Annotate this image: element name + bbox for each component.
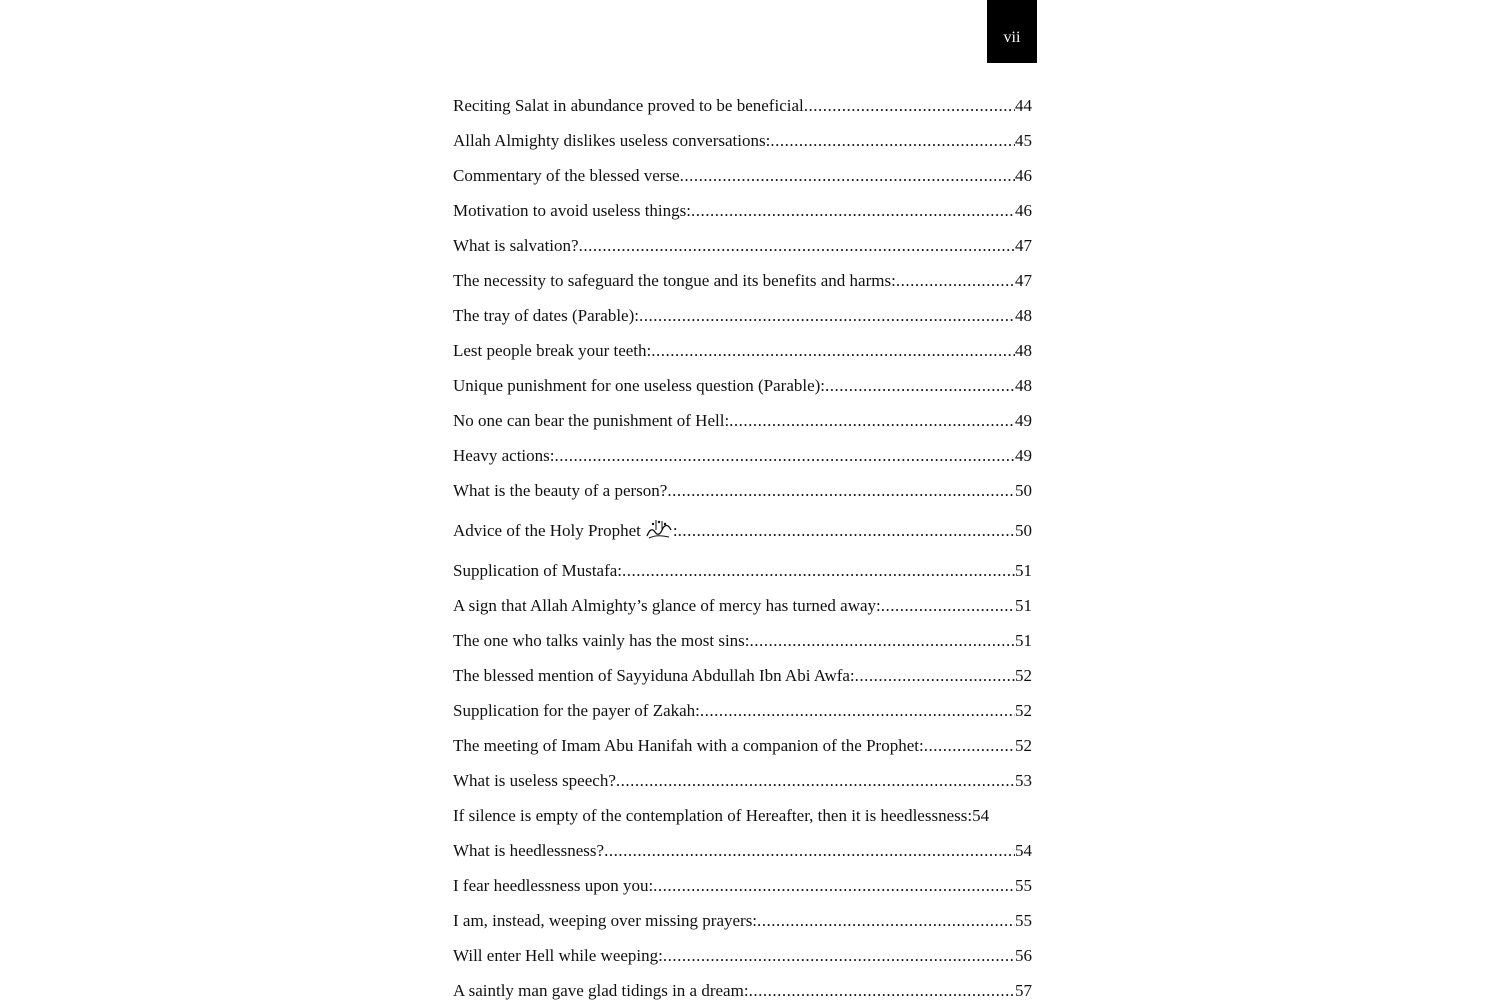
toc-entry (453, 658, 1032, 693)
toc-entry-title (453, 508, 678, 553)
toc-entry-title-suffix: : (672, 521, 678, 540)
toc-entry-title: A sign that Allah Almighty’s glance of mercy has turned away: (453, 596, 881, 615)
toc-entry (453, 763, 1032, 798)
toc-entry-title: The blessed mention of Sayyiduna Abdullah Ibn Abi Awfa: (453, 666, 855, 685)
toc-entry (453, 508, 1032, 553)
toc-entry (453, 193, 1032, 228)
toc-entry-page: 52 (1015, 736, 1032, 755)
toc-dot-leader (924, 728, 1015, 763)
toc-entry-page: 54 (972, 806, 990, 825)
toc-dot-leader (881, 588, 1015, 623)
toc-entry-title: What is heedlessness? (453, 841, 605, 860)
toc-entry (453, 728, 1032, 763)
toc-entry (453, 158, 1032, 193)
toc-entry-title: Unique punishment for one useless question (Parable): (453, 376, 826, 395)
toc-entry-page: 45 (1015, 131, 1032, 150)
toc-entry-title: If silence is empty of the contemplation of Hereafter, then it is heedlessness: (453, 806, 973, 825)
toc-dot-leader (691, 193, 1015, 228)
toc-dot-leader (663, 938, 1015, 973)
toc-entry-page: 52 (1015, 666, 1032, 685)
salawat-calligraphy-icon (645, 518, 673, 540)
table-of-contents (453, 88, 1032, 1000)
toc-dot-leader (749, 973, 1015, 1000)
toc-dot-leader (700, 693, 1015, 728)
toc-entry-title: Supplication for the payer of Zakah: (453, 701, 700, 720)
toc-entry (453, 88, 1032, 123)
toc-entry (453, 938, 1032, 973)
toc-dot-leader (680, 158, 1015, 193)
toc-entry (453, 903, 1032, 938)
toc-entry-title: What is the beauty of a person? (453, 481, 668, 500)
toc-dot-leader (855, 658, 1015, 693)
toc-entry-title: No one can bear the punishment of Hell: (453, 411, 730, 430)
toc-entry-title: What is salvation? (453, 236, 579, 255)
toc-entry (453, 298, 1032, 333)
toc-entry-title: The one who talks vainly has the most sins: (453, 631, 750, 650)
toc-entry (453, 368, 1032, 403)
toc-entry-title: Supplication of Mustafa: (453, 561, 623, 580)
toc-dot-leader (622, 553, 1015, 588)
toc-entry (453, 693, 1032, 728)
toc-entry (453, 228, 1032, 263)
toc-dot-leader (770, 123, 1015, 158)
toc-entry-page: 48 (1015, 376, 1032, 395)
toc-entry-title: Commentary of the blessed verse (453, 166, 680, 185)
toc-dot-leader (750, 623, 1015, 658)
toc-entry-page: 46 (1015, 201, 1032, 220)
toc-entry-title: What is useless speech? (453, 771, 616, 790)
toc-dot-leader (825, 368, 1015, 403)
toc-entry-page: 55 (1015, 911, 1032, 930)
toc-dot-leader (651, 333, 1015, 368)
toc-entry-title-text: Advice of the Holy Prophet (453, 521, 641, 540)
toc-entry-page: 51 (1015, 596, 1032, 615)
toc-entry-page: 56 (1015, 946, 1032, 965)
toc-entry-title: Will enter Hell while weeping: (453, 946, 663, 965)
toc-entry-page: 46 (1015, 166, 1032, 185)
toc-dot-leader (757, 903, 1015, 938)
toc-entry (453, 263, 1032, 298)
toc-entry-page: 51 (1015, 631, 1032, 650)
toc-entry-title: I am, instead, weeping over missing prayers: (453, 911, 758, 930)
toc-entry-page: 48 (1015, 306, 1032, 325)
toc-entry-page: 47 (1015, 236, 1032, 255)
toc-entry-page: 50 (1015, 521, 1032, 540)
toc-entry-page: 52 (1015, 701, 1032, 720)
toc-dot-leader (653, 868, 1015, 903)
toc-entry (453, 333, 1032, 368)
toc-entry-title: Lest people break your teeth: (453, 341, 652, 360)
toc-entry-title: Motivation to avoid useless things: (453, 201, 691, 220)
toc-entry (453, 553, 1032, 588)
toc-dot-leader (579, 228, 1015, 263)
toc-entry (453, 868, 1032, 903)
toc-entry-title: The tray of dates (Parable): (453, 306, 639, 325)
toc-entry (453, 403, 1032, 438)
page-number: vii (1003, 28, 1021, 46)
toc-dot-leader (616, 763, 1015, 798)
toc-entry-page: 47 (1015, 271, 1032, 290)
toc-entry-page: 54 (1015, 841, 1032, 860)
toc-entry-title: Reciting Salat in abundance proved to be beneficial (453, 96, 804, 115)
toc-entry (453, 123, 1032, 158)
toc-entry-title: Allah Almighty dislikes useless conversations: (453, 131, 771, 150)
toc-dot-leader (639, 298, 1015, 333)
page-number-tab (987, 0, 1037, 63)
toc-entry-page: 51 (1015, 561, 1032, 580)
toc-dot-leader (667, 473, 1015, 508)
toc-entry-page: 49 (1015, 411, 1032, 430)
toc-dot-leader (604, 833, 1015, 868)
toc-entry (453, 473, 1032, 508)
toc-entry-page: 48 (1015, 341, 1032, 360)
toc-entry-page: 44 (1015, 96, 1032, 115)
toc-entry-title: The meeting of Imam Abu Hanifah with a companion of the Prophet: (453, 736, 924, 755)
toc-entry-page: 50 (1015, 481, 1032, 500)
toc-entry (453, 438, 1032, 473)
toc-entry-page: 49 (1015, 446, 1032, 465)
toc-entry-title: A saintly man gave glad tidings in a dream: (453, 981, 749, 1000)
toc-dot-leader (555, 438, 1016, 473)
toc-entry-title: I fear heedlessness upon you: (453, 876, 654, 895)
toc-entry (453, 833, 1032, 868)
toc-entry (453, 973, 1032, 1000)
toc-entry (453, 623, 1032, 658)
toc-entry-title: Heavy actions: (453, 446, 555, 465)
toc-entry-title: The necessity to safeguard the tongue and its benefits and harms: (453, 271, 896, 290)
toc-entry-page: 53 (1015, 771, 1032, 790)
toc-dot-leader (678, 508, 1015, 553)
toc-dot-leader (896, 263, 1015, 298)
toc-entry-page: 55 (1015, 876, 1032, 895)
toc-dot-leader (804, 88, 1015, 123)
toc-dot-leader (729, 403, 1015, 438)
toc-entry (453, 798, 1053, 833)
toc-entry-page: 57 (1015, 981, 1032, 1000)
toc-entry (453, 588, 1032, 623)
